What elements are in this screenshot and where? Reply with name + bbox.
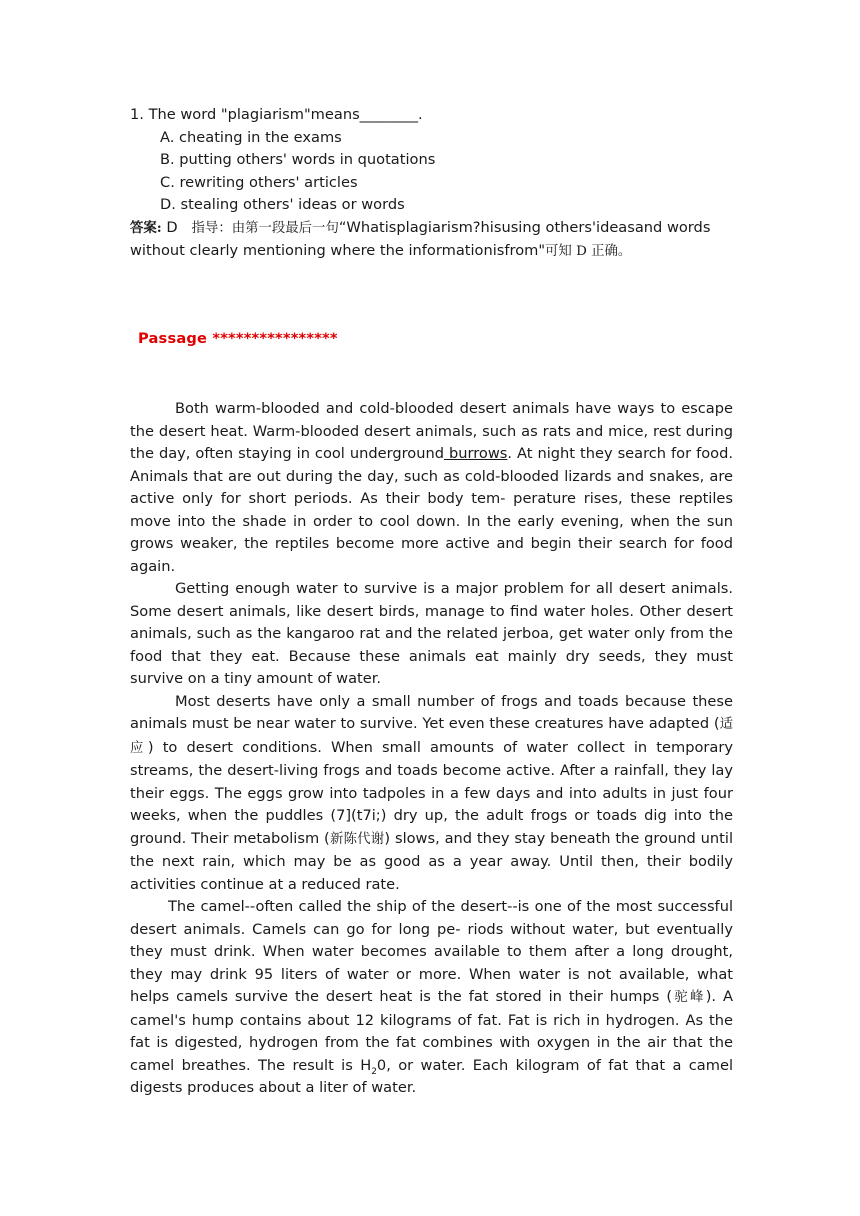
answer-guide: 指导：由第一段最后一句 [191, 220, 339, 236]
answer-label: 答案: [130, 219, 162, 236]
question-stem: 1. The word "plagiarism"means________. [130, 106, 423, 123]
option-a: A. cheating in the exams [160, 128, 342, 146]
underlined-word: burrows [443, 445, 508, 462]
subscript-2: 2 [371, 1066, 377, 1077]
paragraph-4 [130, 896, 733, 1100]
answer-quote: “Whatisplagiarism?hisusing others'ideasand words without clearly mentioning where the informationisfrom" [130, 218, 711, 259]
paragraph-1-text-a: Both warm-blooded and cold-blooded desert animals have ways to escape the desert heat. Warm-blooded desert animals, such as rats and mice, rest during the day, often staying in cool underground [130, 400, 733, 462]
paragraph-3 [130, 691, 733, 897]
option-c: C. rewriting others' articles [160, 173, 358, 191]
option-d: D. stealing others' ideas or words [160, 196, 405, 213]
answer-choice: D [161, 218, 178, 236]
paragraph-3-gloss-2: 新陈代谢 [329, 831, 385, 847]
paragraph-4-text-b: ). A camel's hump contains about 12 kilograms of fat. Fat is rich in hydrogen. As the fat is digested, hydrogen from the fat combines with oxygen in the air that the camel breathes. The result is H [130, 988, 733, 1074]
paragraph-4-text-c: 0, or water. Each kilogram of fat that a camel digests produces about a liter of water. [130, 1056, 733, 1096]
passage-body [130, 398, 733, 1100]
paragraph-3-text-c: ) slows, and they stay beneath the ground until the next rain, which may be as good as a year away. Until then, their bodily activities continue at a reduced rate. [130, 829, 733, 893]
paragraph-4-text-a: The camel--often called the ship of the desert--is one of the most successful desert animals. Camels can go for long pe- riods without water, but eventually they must drink. When water becomes available to them after a long drought, they may drink 95 liters of water or more. When water is not available, what helps camels survive the desert heat is the fat stored in their humps ( [130, 898, 733, 1005]
paragraph-1 [130, 398, 733, 578]
paragraph-4-gloss: 驼峰 [672, 990, 706, 1005]
passage-title: Passage **************** [138, 330, 338, 347]
option-b: B. putting others' words in quotations [160, 151, 436, 168]
paragraph-3-text-a: Most deserts have only a small number of frogs and toads because these animals must be near water to survive. Yet even these creatures have adapted ( [130, 692, 733, 732]
paragraph-3-text-b: ) to desert conditions. When small amounts of water collect in temporary streams, the desert-living frogs and toads become active. After a rainfall, they lay their eggs. The eggs grow into tadpoles in a few days and into adults in just four weeks, when the puddles (7](t7i;) dry up, the adult frogs or toads dig into the ground. Their metabolism ( [130, 738, 733, 847]
question-block [130, 104, 733, 264]
paragraph-3-gloss-1: 适应 [130, 717, 734, 756]
answer-tail: 可知 D 正确。 [545, 244, 632, 259]
answer-explanation [130, 217, 733, 264]
paragraph-2: Getting enough water to survive is a major problem for all desert animals. Some desert animals, like desert birds, manage to find water holes. Other desert animals, such as the kangaroo rat and the related jerboa, get water only from the food that they eat. Because these animals eat mainly dry seeds, they must survive on a tiny amount of water. [130, 580, 733, 687]
paragraph-1-text-b: . At night they search for food. Animals that are out during the day, such as cold-blooded lizards and snakes, are active only for short periods. As their body tem- perature rises, these reptiles move into the shade in order to cool down. In the early evening, when the sun grows weaker, the reptiles become more active and begin their search for food again. [130, 445, 733, 575]
